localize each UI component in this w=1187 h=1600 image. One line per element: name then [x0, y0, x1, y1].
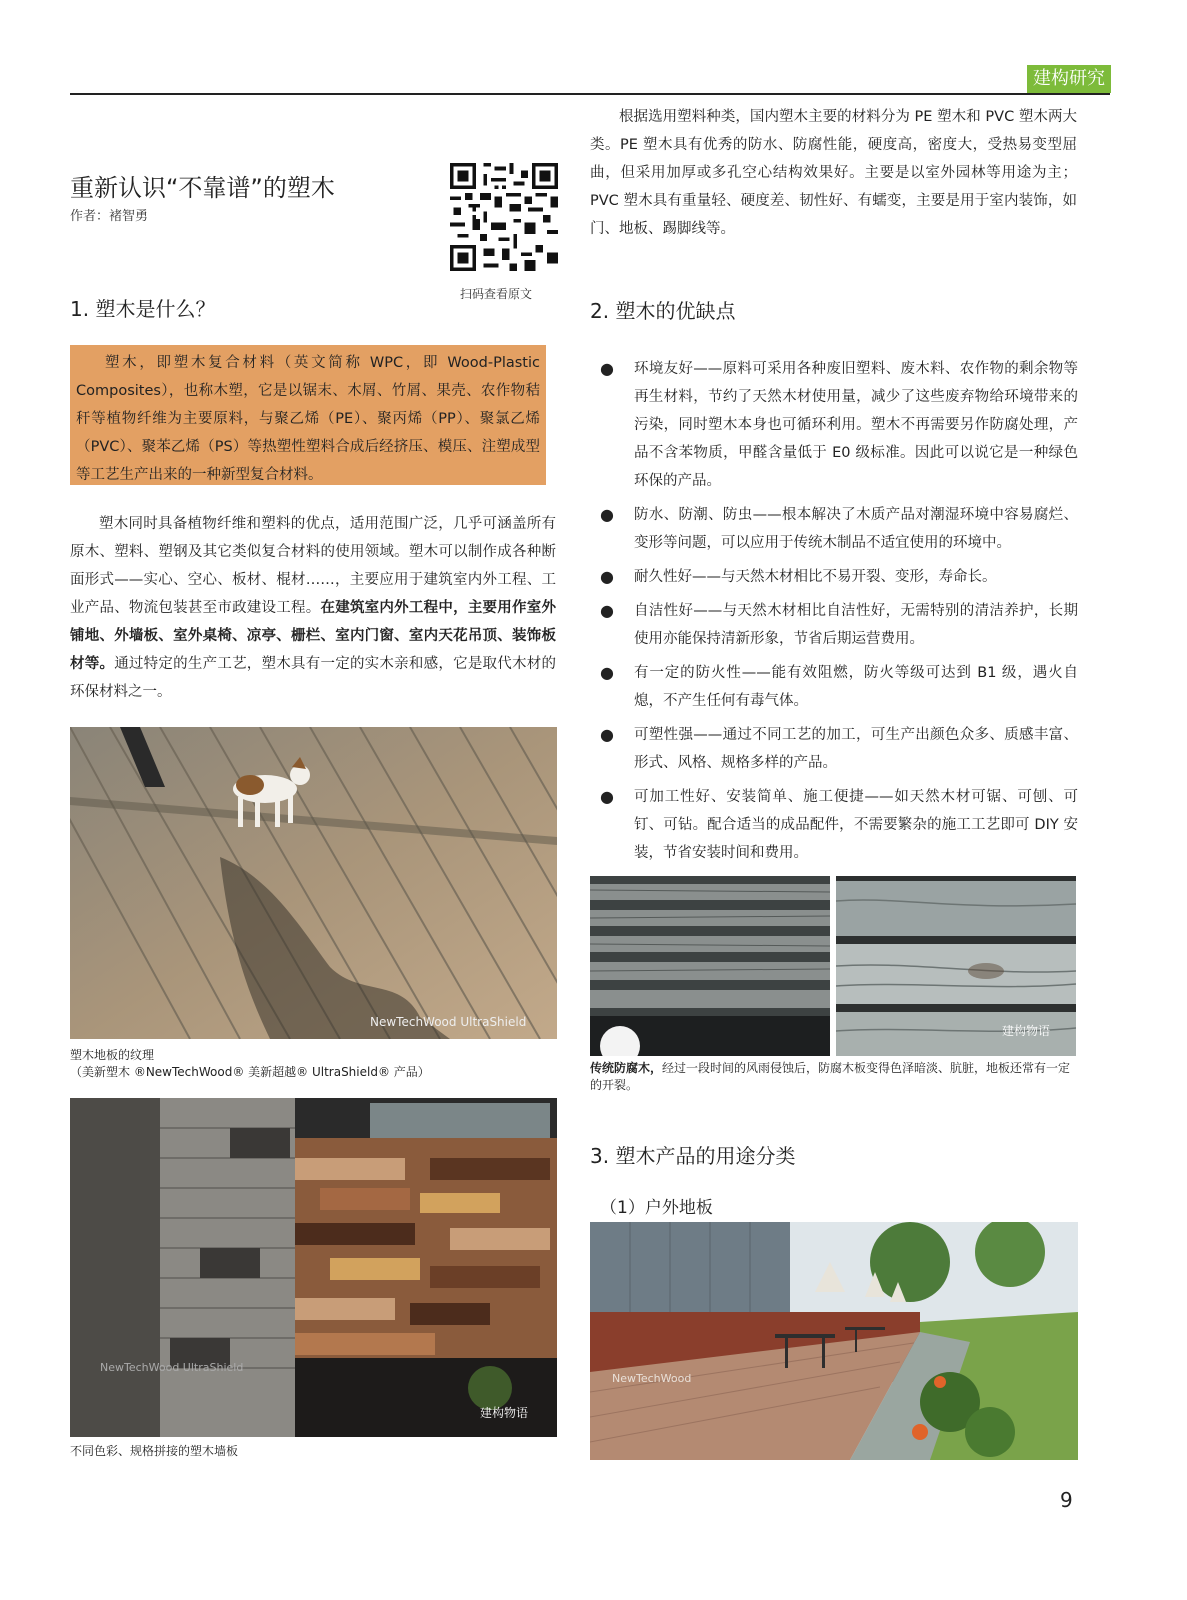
list-item-text: 防水、防潮、防虫——根本解决了木质产品对潮湿环境中容易腐烂、变形等问题，可以应用于传统木制品不适宜使用的环境中。 [634, 507, 1078, 551]
watermark-wechat: 建构物语 [480, 1406, 529, 1420]
caption-rot-text: 经过一段时间的风雨侵蚀后，防腐木板变得色泽暗淡、肮脏，地板还常有一定的开裂。 [590, 1061, 1071, 1092]
list-item [598, 563, 1078, 591]
list-item [598, 597, 1078, 653]
section-3-heading: 3. 塑木产品的用途分类 [590, 1144, 796, 1168]
page-number: 9 [1060, 1488, 1073, 1512]
pros-list [598, 355, 1078, 873]
watermark-newtechwood: NewTechWood UltraShield [100, 1361, 244, 1374]
intro-text-bold: 在建筑室内外工程中，主要用作室外铺地、外墙板、室外桌椅、凉亭、栅栏、室内门窗、室内天花吊顶、装饰板材等。 [70, 600, 556, 672]
list-item-text: 耐久性好——与天然木材相比不易开裂、变形，寿命长。 [634, 569, 997, 585]
qr-code[interactable] [450, 163, 558, 271]
photo-weathered-wood-left [590, 876, 830, 1056]
bullet-icon: ● [600, 505, 614, 524]
article-title: 重新认识“不靠谱”的塑木 [70, 174, 335, 202]
subsection-heading: （1）户外地板 [600, 1198, 713, 1218]
watermark-newtechwood: NewTechWood [612, 1372, 692, 1385]
author-line: 作者：褚智勇 [70, 209, 149, 224]
definition-box [70, 345, 546, 485]
section-tag: 建构研究 [1027, 65, 1111, 93]
bullet-icon: ● [600, 601, 614, 620]
list-item-text: 自洁性好——与天然木材相比自洁性好，无需特别的清洁养护，长期使用亦能保持清新形象，节省后期运营费用。 [634, 603, 1078, 647]
bullet-icon: ● [600, 359, 614, 378]
section-1-heading: 1. 塑木是什么？ [70, 297, 216, 321]
caption-deck [70, 1047, 557, 1081]
intro-text-a: 塑木同时具备植物纤维和塑料的优点，适用范围广泛，几乎可涵盖所有原木、塑料、塑钢及其它类似复合材料的使用领域。塑木可以制作成各种断面形式——实心、空心、板材、棍材……，主要应用于建筑室内外工程、工业产品、物流包装甚至市政建设工程。 [70, 516, 556, 616]
definition-text: 塑木，即塑木复合材料（英文简称 WPC，即 Wood-Plastic Composites），也称木塑，它是以锯末、木屑、竹屑、果壳、农作物秸秆等植物纤维为主要原料，与聚乙烯（PE）、聚丙烯（PP）、聚氯乙烯（PVC）、聚苯乙烯（PS）等热塑性塑料合成后经挤压、模压、注塑成型等工艺生产出来的一种新型复合材料。 [76, 355, 540, 483]
list-item [598, 783, 1078, 867]
section-2-heading: 2. 塑木的优缺点 [590, 299, 736, 323]
photo-outdoor-decking [590, 1222, 1078, 1460]
header-rule [70, 93, 1110, 95]
list-item-text: 可塑性强——通过不同工艺的加工，可生产出颜色众多、质感丰富、形式、风格、规格多样的产品。 [634, 727, 1078, 771]
list-item [598, 355, 1078, 495]
intro-paragraph [70, 510, 556, 706]
watermark-wechat: 建构物语 [1002, 1024, 1051, 1038]
watermark-newtechwood: NewTechWood UltraShield [370, 1015, 527, 1029]
bullet-icon: ● [600, 567, 614, 586]
photo-deck-texture [70, 727, 557, 1039]
caption-weathered-wood [590, 1060, 1078, 1094]
intro-text-c: 通过特定的生产工艺，塑木具有一定的实木亲和感，它是取代木材的环保材料之一。 [70, 656, 556, 700]
bullet-icon: ● [600, 725, 614, 744]
caption-deck-line2: （美新塑木 ®NewTechWood® 美新超越® UltraShield® 产品） [70, 1065, 430, 1079]
caption-rot-bold: 传统防腐木， [590, 1061, 663, 1075]
list-item [598, 501, 1078, 557]
photo-weathered-wood-right [836, 876, 1076, 1056]
list-item-text: 有一定的防火性——能有效阻燃，防火等级可达到 B1 级，遇火自熄，不产生任何有毒气体。 [634, 665, 1078, 709]
caption-deck-line1: 塑木地板的纹理 [70, 1048, 155, 1062]
right-intro-paragraph: 根据选用塑料种类，国内塑木主要的材料分为 PE 塑木和 PVC 塑木两大类。PE 塑木具有优秀的防水、防腐性能，硬度高，密度大，受热易变型屈曲，但采用加厚或多孔空心结构效果好。主要是以室外园林等用途为主；PVC 塑木具有重量轻、硬度差、韧性好、有蠕变，主要是用于室内装饰，如门、地板、踢脚线等。 [590, 109, 1077, 237]
list-item [598, 721, 1078, 777]
list-item [598, 659, 1078, 715]
photo-wall-panels [70, 1098, 557, 1437]
list-item-text: 可加工性好、安装简单、施工便捷——如天然木材可锯、可刨、可钉、可钻。配合适当的成品配件，不需要繁杂的施工工艺即可 DIY 安装，节省安装时间和费用。 [634, 789, 1078, 861]
qr-caption: 扫码查看原文 [460, 287, 533, 301]
caption-wall: 不同色彩、规格拼接的塑木墙板 [70, 1444, 239, 1458]
bullet-icon: ● [600, 787, 614, 806]
bullet-icon: ● [600, 663, 614, 682]
list-item-text: 环境友好——原料可采用各种废旧塑料、废木料、农作物的剩余物等再生材料，节约了天然木材使用量，减少了这些废弃物给环境带来的污染，同时塑木本身也可循环利用。塑木不再需要另作防腐处理，产品不含苯物质，甲醛含量低于 E0 级标准。因此可以说它是一种绿色环保的产品。 [634, 361, 1078, 489]
